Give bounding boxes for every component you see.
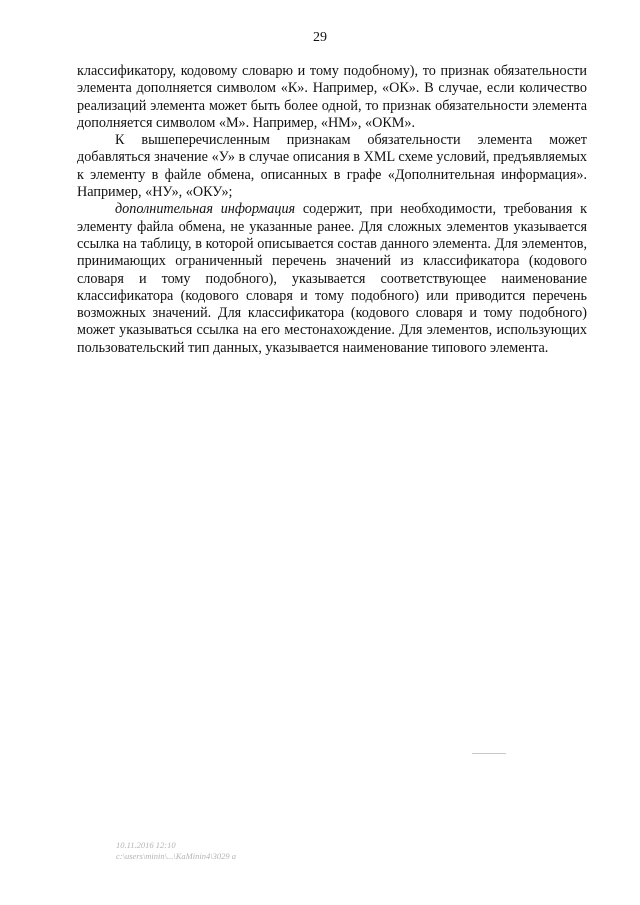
body-text bbox=[77, 63, 587, 357]
faint-dash-mark bbox=[472, 753, 506, 754]
paragraph-condition-flag: К вышеперечисленным признакам обязательности элемента может добавляться значение «У» в случае описания в XML схеме условий, предъявляемых к элементу в файле обмена, описанных в графе «Дополнительная информация». Например, «НУ», «ОКУ»; bbox=[77, 132, 587, 201]
paragraph-additional-info-text: содержит, при необходимости, требования к элементу файла обмена, не указанные ранее. Для сложных элементов указывается ссылка на таблицу, в которой описывается состав данного элемента. Для элементов, принимающих ограниченный перечень значений из классификатора (кодового словаря и тому подобного), указывается соответствующее наименование классификатора (кодового словаря и тому подобного) или приводится перечень возможных значений. Для классификатора (кодового словаря и тому подобного) может указываться ссылка на его местонахождение. Для элементов, использующих пользовательский тип данных, указывается наименование типового элемента. bbox=[77, 201, 587, 356]
paragraph-continuation: классификатору, кодовому словарю и тому подобному), то признак обязательности элемента дополняется символом «К». Например, «ОК». В случае, если количество реализаций элемента может быть более одной, то признак обязательности элемента дополняется символом «М». Например, «НМ», «ОКМ». bbox=[77, 63, 587, 131]
paragraph-additional-info bbox=[77, 201, 587, 357]
term-additional-info: дополнительная информация bbox=[115, 201, 296, 218]
footer-stamp-date: 10.11.2016 12:10 bbox=[116, 840, 176, 850]
footer-stamp bbox=[116, 840, 236, 862]
footer-stamp-path: c:\users\minin\...\KaMinin4\3029 a bbox=[116, 851, 236, 861]
page-number: 29 bbox=[313, 30, 327, 45]
